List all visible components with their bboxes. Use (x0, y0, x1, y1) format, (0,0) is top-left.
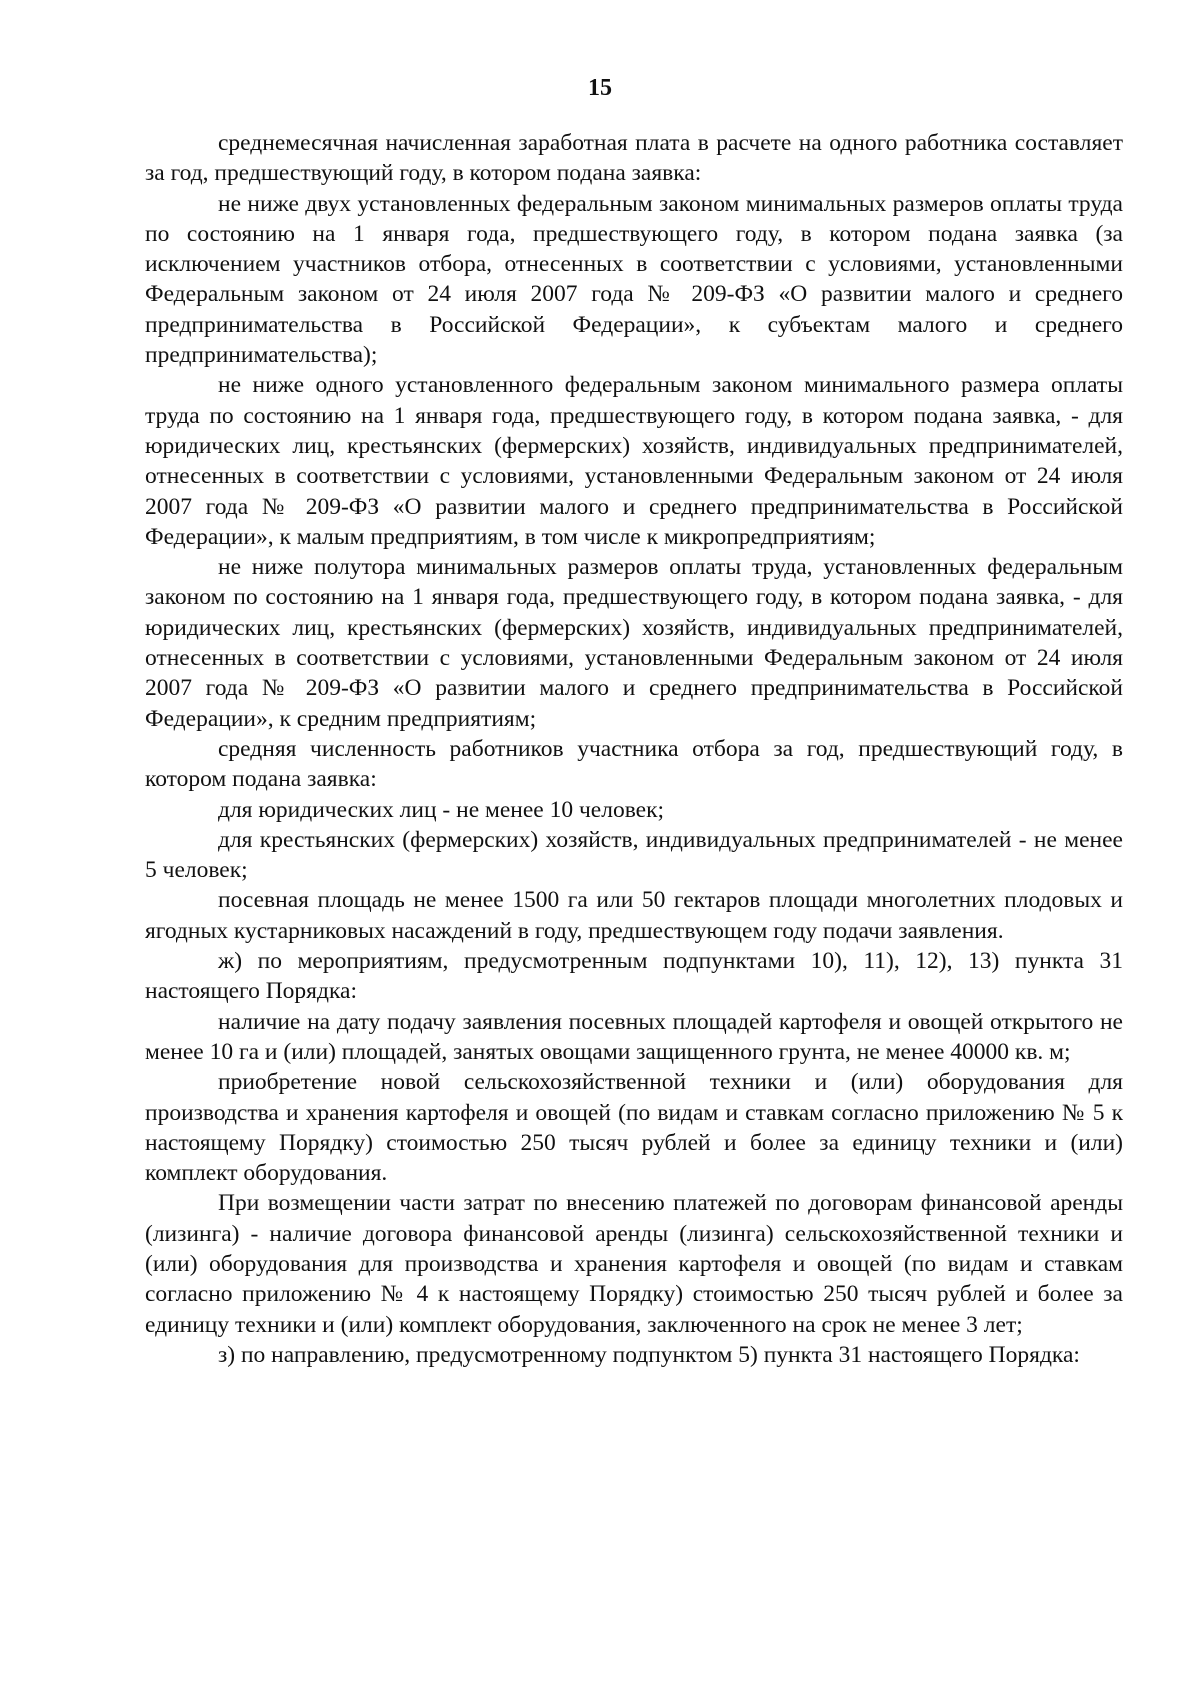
paragraph: не ниже двух установленных федеральным законом минимальных размеров оплаты труда по состоянию на 1 января года, предшествующего году, в котором подана заявка (за исключением участников отбора, отнесенных в соответствии с условиями, установленными Федеральным законом от 24 июля 2007 года № 209-ФЗ «О развитии малого и среднего предпринимательства в Российской Федерации», к субъектам малого и среднего предпринимательства); (145, 190, 1123, 369)
paragraph: посевная площадь не менее 1500 га или 50 гектаров площади многолетних плодовых и ягодных кустарниковых насаждений в году, предшествующем году подачи заявления. (145, 887, 1123, 944)
paragraph: средняя численность работников участника отбора за год, предшествующий году, в котором подана заявка: (145, 735, 1123, 793)
paragraph: ж) по мероприятиям, предусмотренным подпунктами 10), 11), 12), 13) пункта 31 настоящего Порядка: (145, 948, 1123, 1005)
paragraph: для юридических лиц - не менее 10 человек; (218, 796, 665, 823)
page-number: 15 (588, 75, 612, 101)
paragraph: При возмещении части затрат по внесению платежей по договорам финансовой аренды (лизинга) - наличие договора финансовой аренды (лизинга) сельскохозяйственной техники и (или) оборудования для производства и хранения картофеля и овощей (по видам и ставкам согласно приложению № 4 к настоящему Порядку) стоимостью 250 тысяч рублей и более за единицу техники и (или) комплект оборудования, заключенного на срок не менее 3 лет; (145, 1190, 1123, 1338)
paragraph: не ниже полутора минимальных размеров оплаты труда, установленных федеральным законом по состоянию на 1 января года, предшествующего году, в котором подана заявка, - для юридических лиц, крестьянских (фермерских) хозяйств, индивидуальных предпринимателей, отнесенных в соответствии с условиями, установленными Федеральным законом от 24 июля 2007 года № 209-ФЗ «О развитии малого и среднего предпринимательства в Российской Федерации», к средним предприятиям; (145, 554, 1123, 732)
document-body (145, 128, 1123, 1370)
paragraph: для крестьянских (фермерских) хозяйств, индивидуальных предпринимателей - не менее 5 человек; (145, 826, 1123, 884)
paragraph: наличие на дату подачу заявления посевных площадей картофеля и овощей открытого не менее 10 га и (или) площадей, занятых овощами защищенного грунта, не менее 40000 кв. м; (145, 1008, 1123, 1065)
paragraph: приобретение новой сельскохозяйственной техники и (или) оборудования для производства и хранения картофеля и овощей (по видам и ставкам согласно приложению № 5 к настоящему Порядку) стоимостью 250 тысяч рублей и более за единицу техники и (или) комплект оборудования. (145, 1069, 1123, 1187)
paragraph: среднемесячная начисленная заработная плата в расчете на одного работника составляет за год, предшествующий году, в котором подана заявка: (145, 130, 1123, 187)
paragraph: не ниже одного установленного федеральным законом минимального размера оплаты труда по состоянию на 1 января года, предшествующего году, в котором подана заявка, - для юридических лиц, крестьянских (фермерских) хозяйств, индивидуальных предпринимателей, отнесенных в соответствии с условиями, установленными Федеральным законом от 24 июля 2007 года № 209-ФЗ «О развитии малого и среднего предпринимательства в Российской Федерации», к малым предприятиям, в том числе к микропредприятиям; (145, 372, 1123, 550)
paragraph: з) по направлению, предусмотренному подпунктом 5) пункта 31 настоящего Порядка: (218, 1341, 1080, 1368)
